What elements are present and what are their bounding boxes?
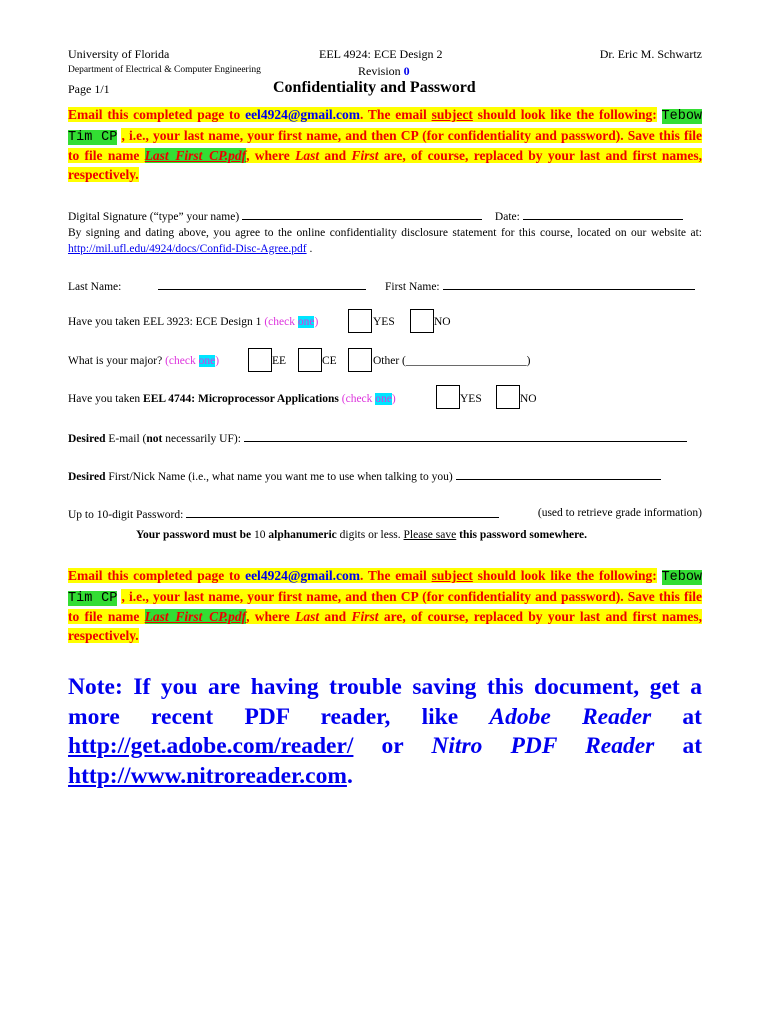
subject-example: Tebow Tim CP bbox=[68, 109, 703, 145]
revision-number: 0 bbox=[403, 64, 410, 78]
ece1-no-label: NO bbox=[434, 316, 451, 328]
password-row bbox=[68, 507, 499, 521]
desired-email-field[interactable] bbox=[244, 431, 687, 442]
micro-yes-checkbox[interactable] bbox=[436, 385, 460, 409]
ece1-no-checkbox[interactable] bbox=[410, 309, 434, 333]
email-address: eel4924@gmail.com bbox=[245, 107, 360, 122]
last-name-field[interactable] bbox=[158, 279, 366, 290]
revision bbox=[358, 64, 410, 79]
date-field[interactable] bbox=[523, 209, 683, 220]
micro-no-checkbox[interactable] bbox=[496, 385, 520, 409]
major-ee-label: EE bbox=[272, 355, 287, 367]
first-name-label: First Name: bbox=[385, 281, 440, 293]
page-title: Confidentiality and Password bbox=[273, 79, 476, 96]
university-name: University of Florida bbox=[68, 47, 170, 61]
instructor-name: Dr. Eric M. Schwartz bbox=[599, 47, 702, 61]
last-name-label: Last Name: bbox=[68, 281, 122, 293]
password-label: Up to 10-digit Password: bbox=[68, 509, 184, 521]
email-address: eel4924@gmail.com bbox=[245, 568, 360, 583]
desired-nick-row: Desired First/Nick Name (i.e., what name you want me to use when talking to you) bbox=[68, 469, 661, 483]
last-name-row bbox=[68, 279, 366, 293]
micro-no-label: NO bbox=[520, 393, 537, 405]
subject-example: Tebow Tim CP bbox=[68, 570, 703, 606]
major-ce-label: CE bbox=[322, 355, 337, 367]
date-label: Date: bbox=[494, 211, 520, 223]
major-other-checkbox[interactable] bbox=[348, 348, 372, 372]
department-name: Department of Electrical & Computer Engineering bbox=[68, 65, 261, 75]
question-ece-design-1: Have you taken EEL 3923: ECE Design 1 (check one) bbox=[68, 316, 319, 328]
pdf-reader-note: Note: If you are having trouble saving this document, get a more recent PDF reader, like Adobe Reader at http://get.adobe.com/reader/ or Nitro PDF Reader at http://www.nitroreader.com. bbox=[68, 674, 703, 789]
revision-label: Revision bbox=[358, 64, 401, 78]
file-name: Last_First_CP.pdf bbox=[144, 609, 247, 624]
instructions-top: Email this completed page to eel4924@gmail.com. The email subject should look like the following: Tebow Tim CP , i.e., your last name, your first name, and then CP (for confidentiality and password). Save this file to file name Last_First_CP.pdf, where Last and First are, of course, replaced by your last and first names, respectively. bbox=[68, 107, 703, 182]
password-field[interactable] bbox=[186, 507, 499, 518]
desired-email-row: Desired E-mail (not necessarily UF): bbox=[68, 431, 687, 445]
page-number: Page 1/1 bbox=[68, 82, 110, 96]
agreement-text: By signing and dating above, you agree to the online confidentiality disclosure statement for this course, located on our website at: http://mil.ufl.edu/4924/docs/Confid-Disc-Agree.pdf . bbox=[68, 227, 702, 255]
first-name-field[interactable] bbox=[443, 279, 695, 290]
nick-name-field[interactable] bbox=[456, 469, 661, 480]
ece1-yes-label: YES bbox=[373, 316, 395, 328]
signature-label: Digital Signature (“type” your name) bbox=[68, 211, 240, 223]
question-microprocessor: Have you taken EEL 4744: Microprocessor Applications (check one) bbox=[68, 393, 396, 405]
password-note: (used to retrieve grade information) bbox=[537, 507, 702, 519]
adobe-reader-name: Adobe Reader bbox=[489, 703, 652, 730]
file-name: Last_First_CP.pdf bbox=[144, 148, 247, 163]
major-ee-checkbox[interactable] bbox=[248, 348, 272, 372]
micro-yes-label: YES bbox=[460, 393, 482, 405]
nitro-reader-name: Nitro PDF Reader bbox=[431, 733, 655, 759]
course-title: EEL 4924: ECE Design 2 bbox=[319, 47, 443, 61]
first-name-row bbox=[385, 279, 695, 293]
signature-row bbox=[68, 209, 683, 223]
ece1-yes-checkbox[interactable] bbox=[348, 309, 372, 333]
signature-field[interactable] bbox=[242, 209, 482, 220]
agreement-link[interactable]: http://mil.ufl.edu/4924/docs/Confid-Disc-Agree.pdf bbox=[68, 242, 307, 255]
password-rule: Your password must be 10 alphanumeric digits or less. Please save this password somewhere. bbox=[136, 529, 587, 541]
adobe-link[interactable]: http://get.adobe.com/reader/ bbox=[68, 733, 354, 759]
major-other-label[interactable]: Other (_____________________) bbox=[373, 355, 531, 367]
instructions-bottom: Email this completed page to eel4924@gmail.com. The email subject should look like the following: Tebow Tim CP , i.e., your last name, your first name, and then CP (for confidentiality and password). Save this file to file name Last_First_CP.pdf, where Last and First are, of course, replaced by your last and first names, respectively. bbox=[68, 568, 703, 643]
question-major: What is your major? (check one) bbox=[68, 355, 220, 367]
major-ce-checkbox[interactable] bbox=[298, 348, 322, 372]
nitro-link[interactable]: http://www.nitroreader.com bbox=[68, 762, 347, 789]
